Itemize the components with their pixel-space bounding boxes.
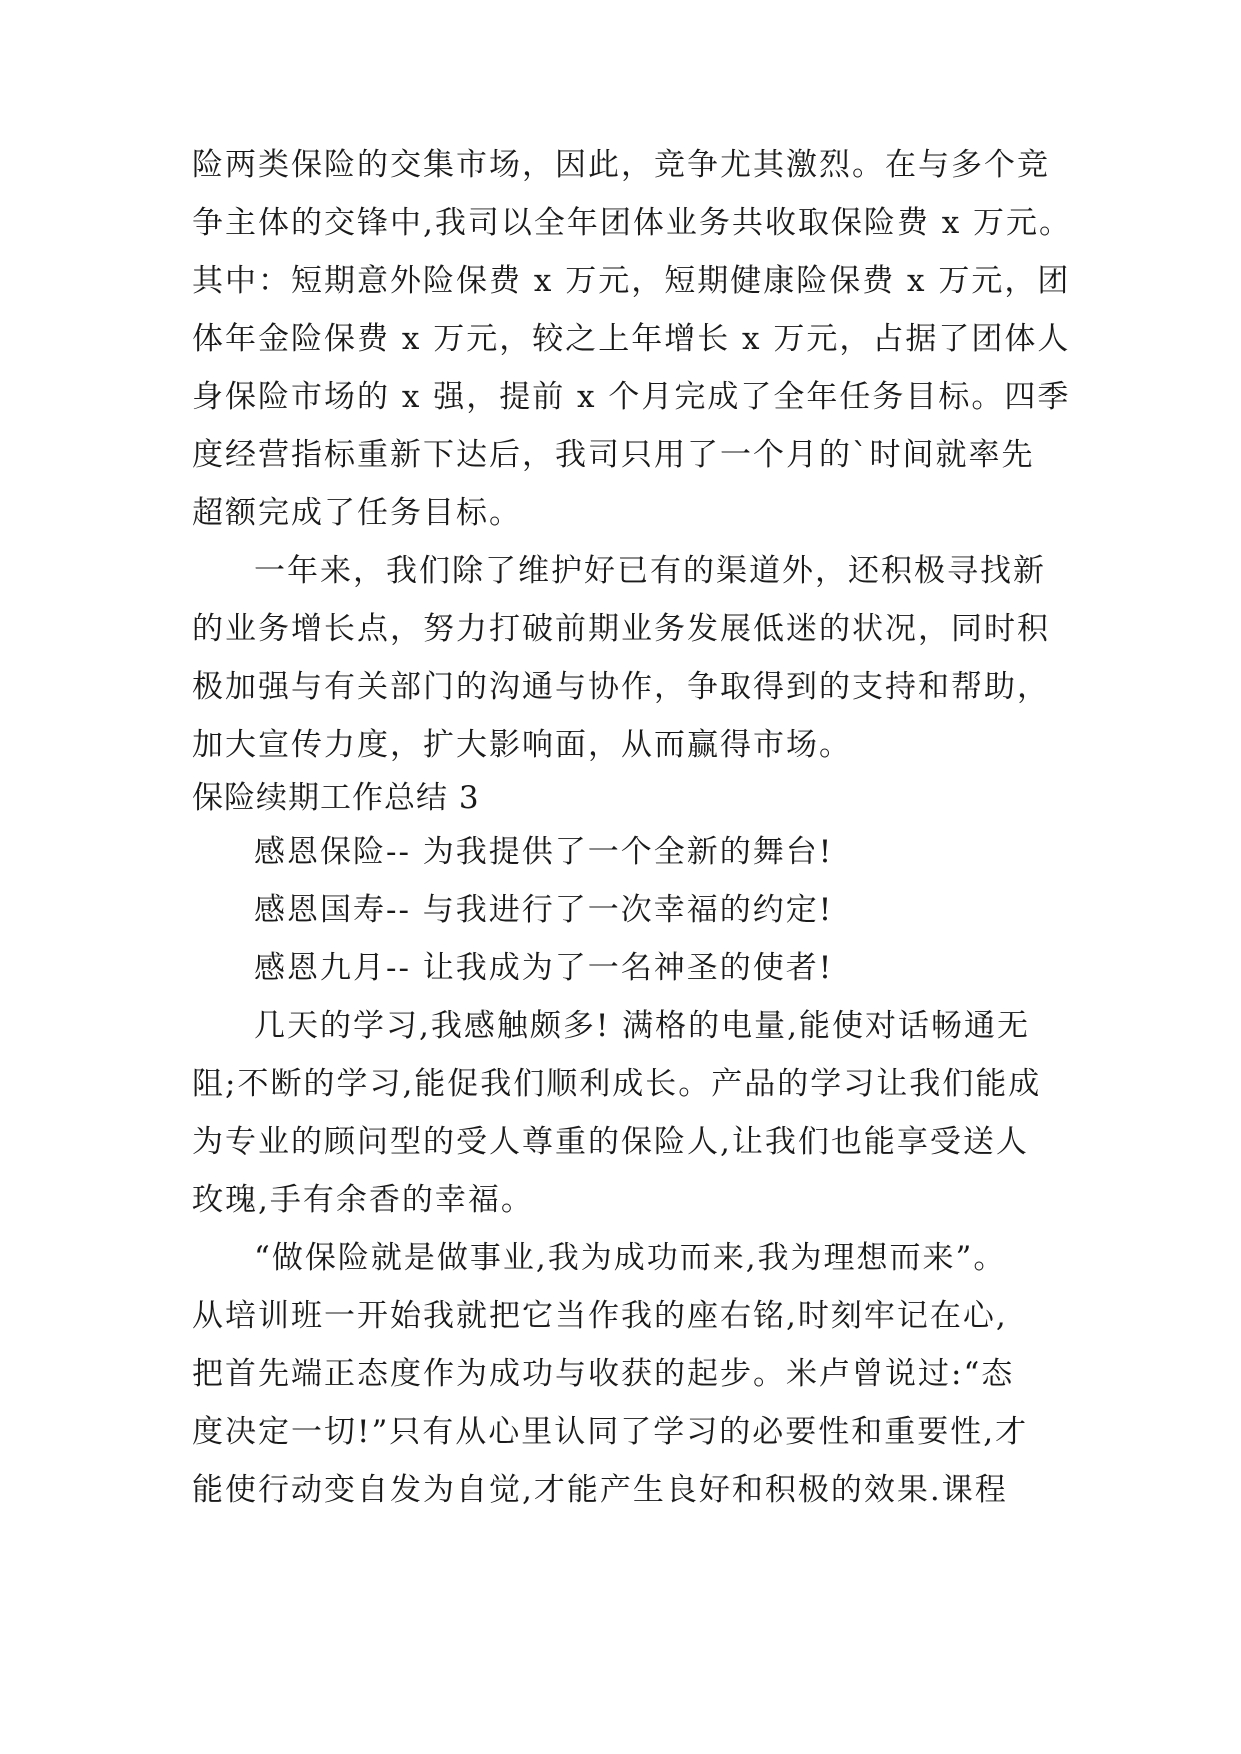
paragraph-line: 度决定一切!”只有从心里认同了学习的必要性和重要性,才 [192, 1414, 1029, 1450]
paragraph-line: 加大宣传力度，扩大影响面，从而赢得市场。 [192, 727, 852, 763]
paragraph-line: 超额完成了任务目标。 [192, 495, 522, 531]
paragraph-line: 感恩九月-- 让我成为了一名神圣的使者! [254, 950, 834, 986]
paragraph-line: 从培训班一开始我就把它当作我的座右铭,时刻牢记在心, [192, 1298, 1008, 1334]
paragraph-line: 为专业的顾问型的受人尊重的保险人,让我们也能享受送人 [192, 1124, 1029, 1160]
paragraph-line: 的业务增长点，努力打破前期业务发展低迷的状况，同时积 [192, 611, 1050, 647]
paragraph-line: “做保险就是做事业,我为成功而来,我为理想而来”。 [254, 1240, 1007, 1276]
paragraph-line: 体年金险保费 x 万元，较之上年增长 x 万元，占据了团体人 [192, 321, 1071, 357]
paragraph-line: 一年来，我们除了维护好已有的渠道外，还积极寻找新 [254, 553, 1046, 589]
paragraph-line: 阻;不断的学习,能促我们顺利成长。产品的学习让我们能成 [192, 1066, 1042, 1102]
paragraph-line: 感恩国寿-- 与我进行了一次幸福的约定! [254, 892, 834, 928]
paragraph-line: 险两类保险的交集市场，因此，竞争尤其激烈。在与多个竞 [192, 147, 1050, 183]
paragraph-line: 极加强与有关部门的沟通与协作，争取得到的支持和帮助， [192, 669, 1050, 705]
paragraph-line: 把首先端正态度作为成功与收获的起步。米卢曾说过:“态 [192, 1356, 1015, 1392]
paragraph-line: 玫瑰,手有余香的幸福。 [192, 1182, 534, 1218]
paragraph-line: 能使行动变自发为自觉,才能产生良好和积极的效果.课程 [192, 1472, 1008, 1508]
paragraph-line: 度经营指标重新下达后，我司只用了一个月的`时间就率先 [192, 437, 1035, 473]
section-heading: 保险续期工作总结 3 [192, 780, 480, 816]
paragraph-line: 感恩保险-- 为我提供了一个全新的舞台! [254, 834, 834, 870]
paragraph-line: 几天的学习,我感触颇多! 满格的电量,能使对话畅通无 [254, 1008, 1031, 1044]
paragraph-line: 争主体的交锋中,我司以全年团体业务共收取保险费 x 万元。 [192, 205, 1073, 241]
paragraph-line: 身保险市场的 x 强，提前 x 个月完成了全年任务目标。四季 [192, 379, 1071, 415]
paragraph-line: 其中：短期意外险保费 x 万元，短期健康险保费 x 万元，团 [192, 263, 1071, 299]
